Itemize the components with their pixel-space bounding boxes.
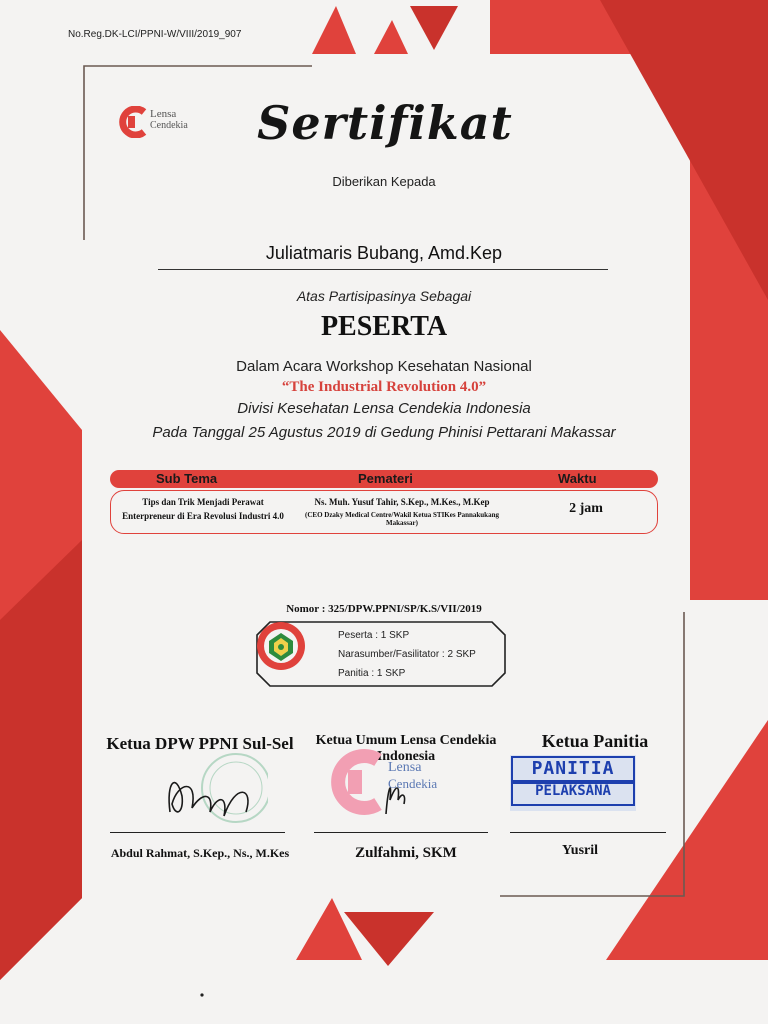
- recipient-name: Juliatmaris Bubang, Amd.Kep: [265, 243, 503, 263]
- signature-title-panitia: Ketua Panitia: [541, 731, 649, 751]
- table-row: [110, 490, 658, 534]
- top-triangle-3: [410, 6, 458, 50]
- frame-line-top-left: [84, 66, 312, 240]
- registration-number: No.Reg.DK-LCI/PPNI-W/VIII/2019_907: [68, 29, 242, 40]
- signature-name-panitia: Yusril: [561, 843, 599, 858]
- skp-speaker: Narasumber/Fasilitator : 2 SKP: [338, 649, 476, 660]
- signature-title-ppni: Ketua DPW PPNI Sul-Sel: [106, 734, 294, 753]
- ppni-seal-icon: [256, 621, 306, 671]
- speaker-affiliation: (CEO Dzaky Medical Centre/Wakil Ketua STIKes Pannakukang Makassar): [305, 511, 499, 527]
- signature-line-lensa: [314, 832, 488, 833]
- logo-mid-line2: Cendekia: [388, 776, 438, 791]
- signature-line-panitia: [510, 832, 666, 833]
- lensa-cendekia-logo-icon: [118, 106, 148, 138]
- skp-committee: Panitia : 1 SKP: [338, 668, 406, 679]
- signature-title-lensa: Ketua Umum Lensa Cendekia Indonesia: [315, 733, 497, 764]
- event-date-location: Pada Tanggal 25 Agustus 2019 di Gedung Phinisi Pettarani Makassar: [152, 424, 616, 441]
- given-to-label: Diberikan Kepada: [332, 174, 436, 189]
- logo-top-line1: Lensa: [150, 108, 177, 120]
- lensa-cendekia-logo-top: [116, 104, 196, 144]
- duration: 2 jam: [569, 501, 603, 516]
- speaker-name: Ns. Muh. Yusuf Tahir, S.Kep., M.Kes., M.Kep: [314, 497, 490, 507]
- skp-box: [256, 621, 506, 687]
- panitia-pelaksana-stamp: [508, 753, 638, 813]
- signature-line-ppni: [110, 832, 285, 833]
- logo-mid-line1: Lensa: [388, 760, 422, 775]
- stamp-line1: PANITIA: [531, 758, 615, 779]
- header-pemateri: Pemateri: [358, 471, 413, 486]
- event-theme: “The Industrial Revolution 4.0”: [281, 379, 487, 395]
- bottom-dot: [200, 993, 203, 996]
- signature-name-ppni: Abdul Rahmat, S.Kep., Ns., M.Kes: [110, 846, 290, 860]
- top-triangle-1: [312, 6, 356, 54]
- header-waktu: Waktu: [558, 471, 597, 486]
- lensa-cendekia-logo-stamp: [326, 748, 466, 816]
- topic-line1: Tips dan Trik Menjadi Perawat: [142, 497, 264, 507]
- header-sub-tema: Sub Tema: [156, 471, 218, 486]
- logo-top-line2: Cendekia: [150, 120, 188, 131]
- ppni-signature-stamp: [158, 752, 268, 832]
- table-header: [110, 470, 658, 488]
- nomor-number: Nomor : 325/DPW.PPNI/SP/K.S/VII/2019: [286, 603, 482, 615]
- signature-name-lensa: Zulfahmi, SKM: [355, 845, 457, 861]
- top-triangle-2: [374, 20, 408, 54]
- stamp-line2: PELAKSANA: [535, 783, 611, 799]
- schedule-table: [110, 470, 658, 534]
- event-description: Dalam Acara Workshop Kesehatan Nasional: [236, 358, 532, 375]
- skp-participant: Peserta : 1 SKP: [338, 630, 410, 641]
- role-intro: Atas Partisipasinya Sebagai: [296, 288, 472, 304]
- participant-role: PESERTA: [320, 311, 448, 342]
- recipient-underline: [158, 269, 608, 270]
- certificate-title: Sertifikat: [257, 96, 513, 150]
- bottom-triangle-1: [296, 898, 362, 960]
- topic-line2: Enterpreneur di Era Revolusi Industri 4.0: [122, 511, 284, 521]
- event-organizer: Divisi Kesehatan Lensa Cendekia Indonesia: [237, 400, 531, 417]
